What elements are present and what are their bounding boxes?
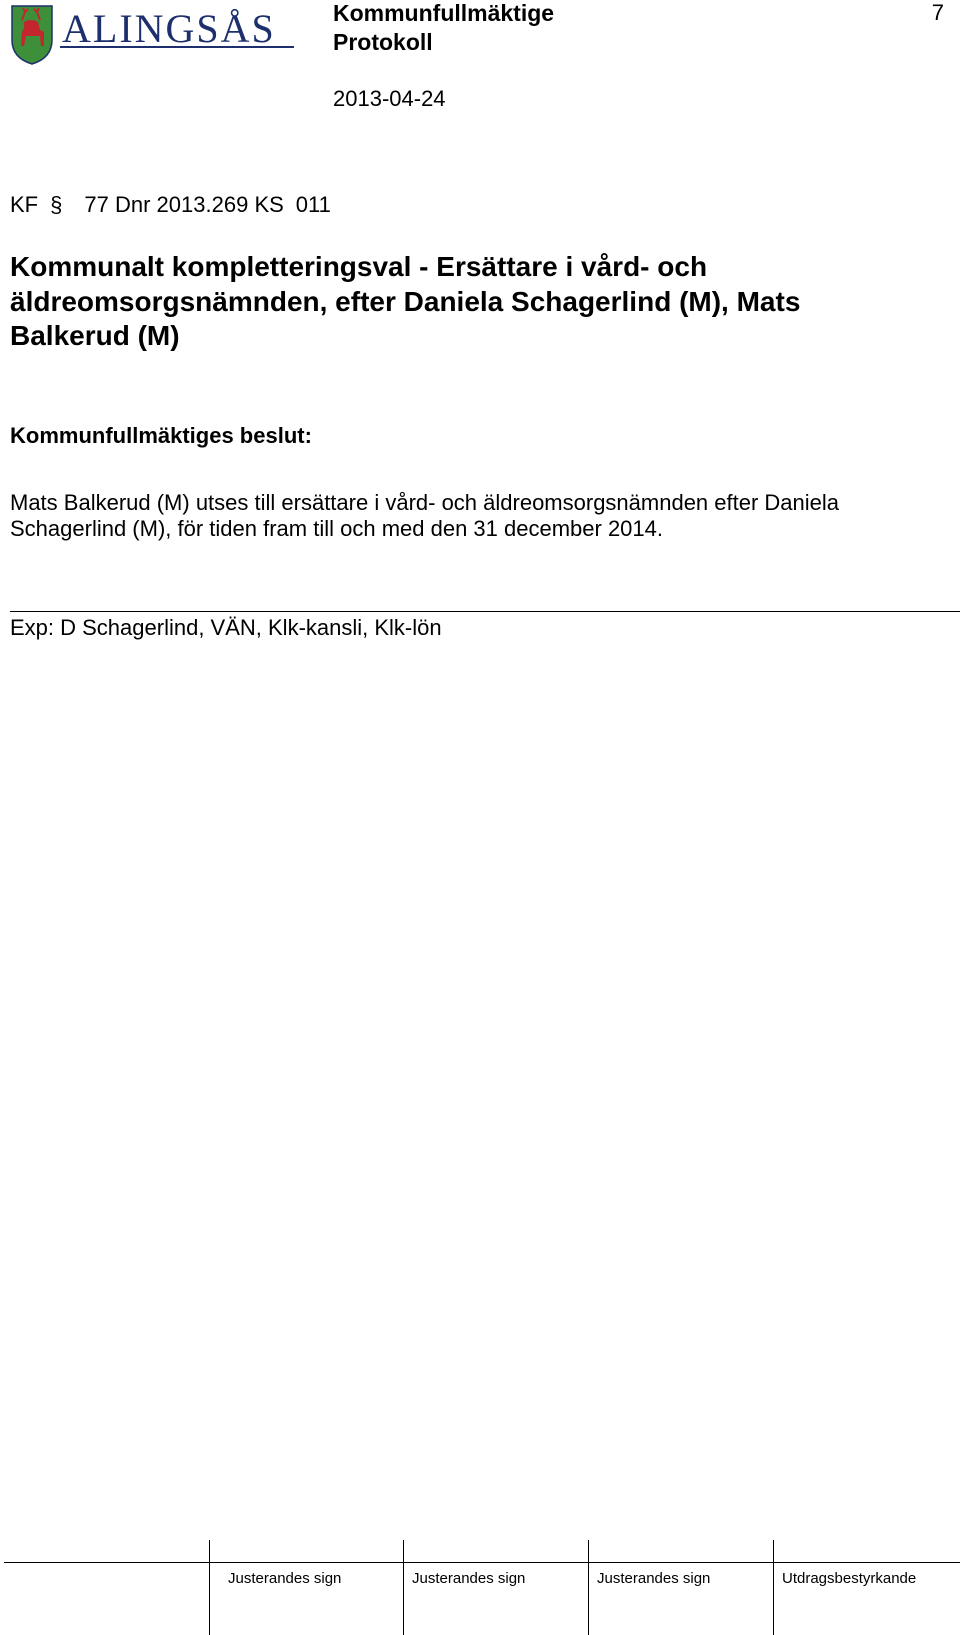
signature-label-2: Justerandes sign bbox=[412, 1570, 526, 1587]
signature-box-divider bbox=[773, 1540, 774, 1635]
signature-label-1: Justerandes sign bbox=[228, 1570, 342, 1587]
signature-box-divider bbox=[403, 1540, 404, 1635]
alingsas-shield-icon bbox=[10, 2, 300, 68]
signature-box-divider bbox=[209, 1540, 210, 1635]
section-symbol: § bbox=[50, 192, 63, 217]
svg-text:ALINGSÅS: ALINGSÅS bbox=[62, 6, 276, 51]
case-reference bbox=[10, 192, 331, 218]
certification-label: Utdragsbestyrkande bbox=[782, 1570, 917, 1587]
reference-body: KF bbox=[10, 192, 39, 217]
signature-label-3: Justerandes sign bbox=[597, 1570, 711, 1587]
case-heading: Kommunalt kompletteringsval - Ersättare i vård- och äldreomsorgsnämnden, efter Daniela Schagerlind (M), Mats Balkerud (M) bbox=[10, 251, 801, 351]
distribution-list: Exp: D Schagerlind, VÄN, Klk-kansli, Klk-lön bbox=[10, 615, 442, 640]
decision-line-2: Schagerlind (M), för tiden fram till och med den 31 december 2014. bbox=[10, 516, 663, 541]
page-number: 7 bbox=[931, 0, 944, 25]
decision-text bbox=[10, 490, 940, 542]
document-type: Protokoll bbox=[333, 29, 433, 55]
paragraph-number: 77 bbox=[84, 192, 109, 217]
decision-line-1: Mats Balkerud (M) utses till ersättare i vård- och äldreomsorgsnämnden efter Daniela bbox=[10, 490, 840, 515]
document-body-title: Kommunfullmäktige bbox=[333, 0, 555, 26]
municipality-logo bbox=[10, 2, 300, 68]
footer-divider bbox=[4, 1562, 960, 1563]
distribution-divider bbox=[10, 611, 960, 612]
meeting-date: 2013-04-24 bbox=[333, 86, 446, 111]
signature-box-divider bbox=[588, 1540, 589, 1635]
reference-code: 011 bbox=[295, 192, 331, 217]
reference-unit: KS bbox=[254, 192, 284, 217]
decision-label: Kommunfullmäktiges beslut: bbox=[10, 423, 312, 448]
diary-number: Dnr 2013.269 bbox=[114, 192, 249, 217]
